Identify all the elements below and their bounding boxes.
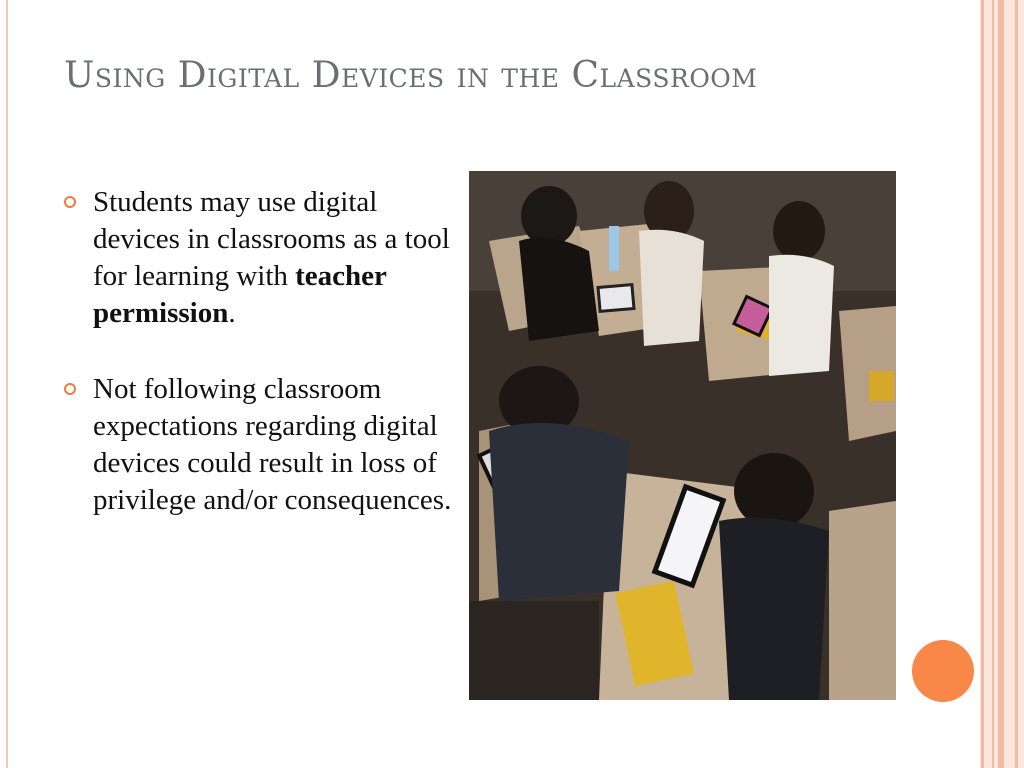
bullet-text: Not following classroom expectations regarding digital devices could result in loss of privilege and/or consequences. bbox=[93, 373, 452, 516]
bullet-bold-text: teacher permission bbox=[93, 260, 387, 329]
accent-circle bbox=[912, 640, 974, 702]
left-border-line bbox=[6, 0, 8, 768]
classroom-photo-illustration bbox=[469, 171, 896, 700]
classroom-photo bbox=[469, 171, 896, 700]
bullet-item bbox=[64, 184, 454, 332]
bullet-list bbox=[64, 184, 454, 558]
bullet-item bbox=[64, 371, 454, 519]
circle-bullet-icon bbox=[64, 383, 76, 395]
circle-bullet-icon bbox=[64, 196, 76, 208]
bullet-text: Students may use digital devices in classrooms as a tool for learning with bbox=[93, 186, 450, 292]
bullet-text-end: . bbox=[228, 297, 236, 329]
slide-title: Using Digital Devices in the Classroom bbox=[64, 55, 758, 96]
decorative-stripe bbox=[981, 0, 984, 768]
decorative-stripe bbox=[998, 0, 1004, 768]
decorative-stripe bbox=[992, 0, 994, 768]
decorative-stripe bbox=[1015, 0, 1018, 768]
